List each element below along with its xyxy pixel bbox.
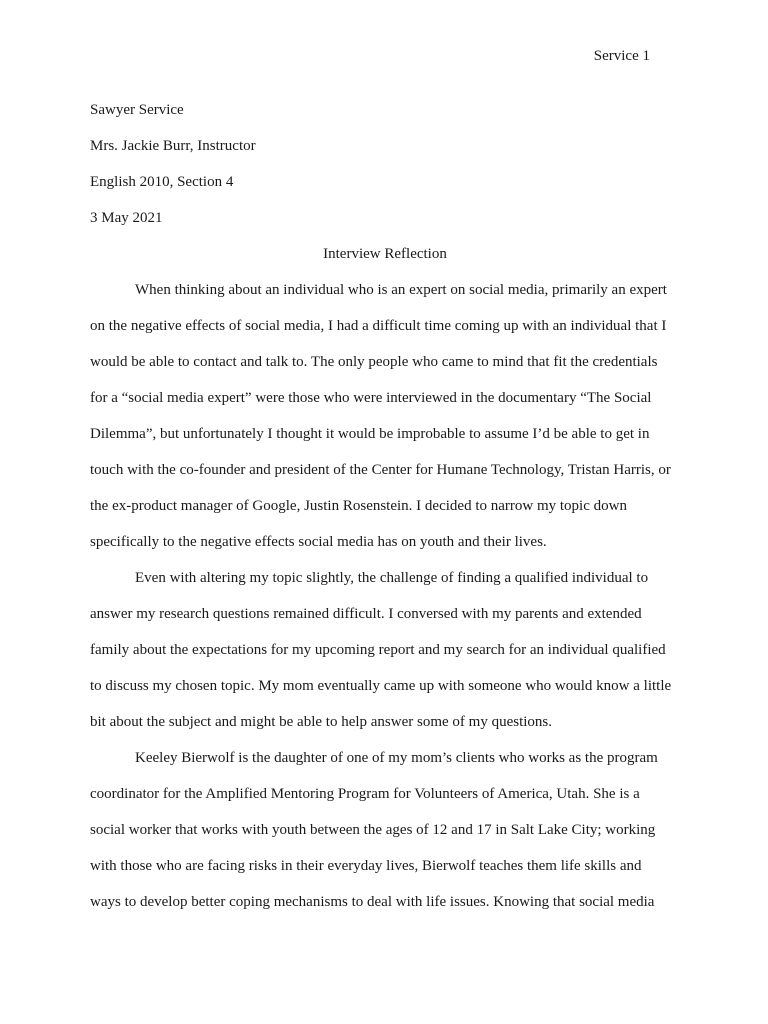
paragraph-line: would be able to contact and talk to. The only people who came to mind that fit the credentials bbox=[90, 354, 658, 370]
paragraph-2 bbox=[90, 560, 680, 740]
paragraph-line: family about the expectations for my upcoming report and my search for an individual qualified bbox=[90, 642, 666, 658]
paragraph-1 bbox=[90, 272, 680, 560]
essay-date: 3 May 2021 bbox=[90, 210, 163, 226]
paragraph-line: coordinator for the Amplified Mentoring Program for Volunteers of America, Utah. She is a bbox=[90, 786, 640, 802]
student-name: Sawyer Service bbox=[90, 102, 184, 118]
paragraph-line: Keeley Bierwolf is the daughter of one of my mom’s clients who works as the program bbox=[135, 750, 658, 766]
paragraph-line: specifically to the negative effects social media has on youth and their lives. bbox=[90, 534, 547, 550]
running-head: Service 1 bbox=[593, 48, 650, 64]
paragraph-line: on the negative effects of social media, I had a difficult time coming up with an individual that I bbox=[90, 318, 667, 334]
instructor-name: Mrs. Jackie Burr, Instructor bbox=[90, 138, 256, 154]
paragraph-line: with those who are facing risks in their everyday lives, Bierwolf teaches them life skills and bbox=[90, 858, 642, 874]
paragraph-3 bbox=[90, 740, 680, 920]
essay-title: Interview Reflection bbox=[323, 246, 447, 262]
paragraph-line: for a “social media expert” were those who were interviewed in the documentary “The Social bbox=[90, 390, 652, 406]
paragraph-line: bit about the subject and might be able to help answer some of my questions. bbox=[90, 714, 552, 730]
paragraph-line: When thinking about an individual who is an expert on social media, primarily an expert bbox=[135, 282, 667, 298]
paragraph-line: social worker that works with youth between the ages of 12 and 17 in Salt Lake City; working bbox=[90, 822, 656, 838]
paragraph-line: Dilemma”, but unfortunately I thought it would be improbable to assume I’d be able to get in bbox=[90, 426, 650, 442]
course-info: English 2010, Section 4 bbox=[90, 174, 234, 190]
paragraph-line: Even with altering my topic slightly, the challenge of finding a qualified individual to bbox=[135, 570, 649, 586]
essay-body bbox=[90, 92, 680, 920]
paragraph-line: to discuss my chosen topic. My mom eventually came up with someone who would know a little bbox=[90, 678, 672, 694]
paragraph-line: ways to develop better coping mechanisms to deal with life issues. Knowing that social media bbox=[90, 894, 655, 910]
paragraph-line: answer my research questions remained difficult. I conversed with my parents and extended bbox=[90, 606, 642, 622]
paragraph-line: touch with the co-founder and president of the Center for Humane Technology, Tristan Harris, or bbox=[90, 462, 671, 478]
paragraph-line: the ex-product manager of Google, Justin Rosenstein. I decided to narrow my topic down bbox=[90, 498, 627, 514]
